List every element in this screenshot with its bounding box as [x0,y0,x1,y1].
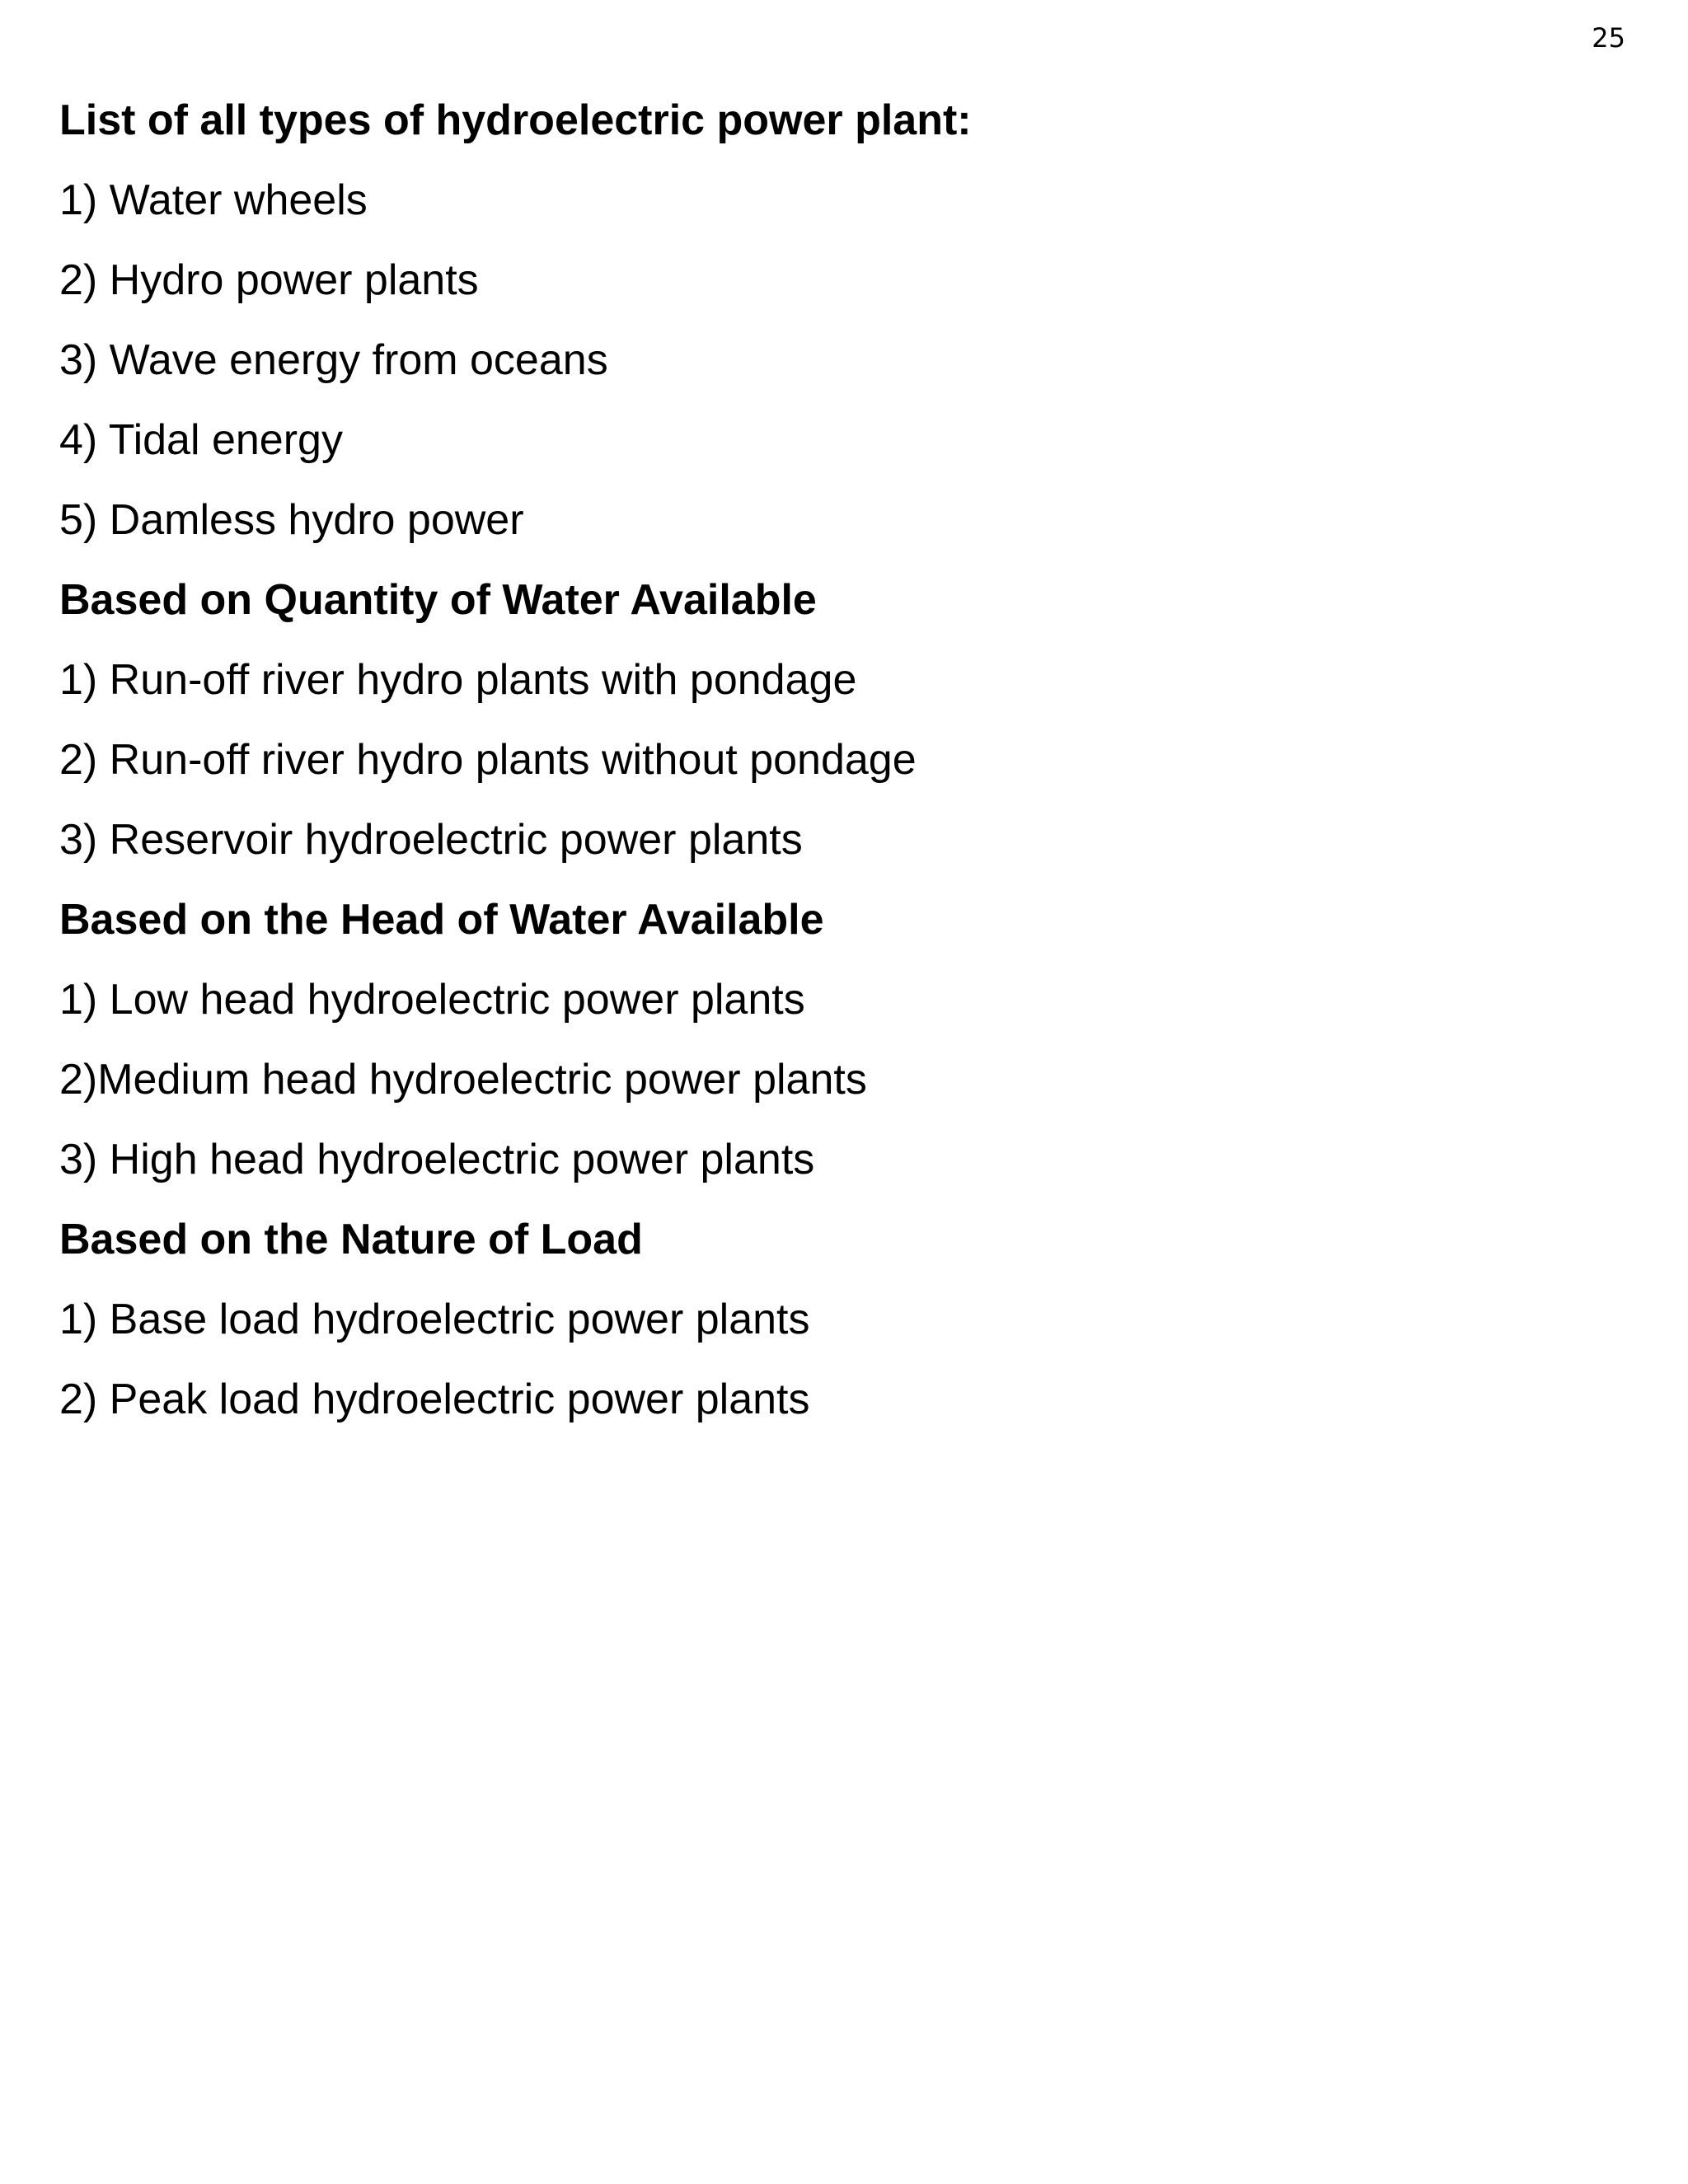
list-item: 4) Tidal energy [59,416,343,464]
section-heading-quantity: Based on Quantity of Water Available [59,576,817,624]
list-item: 3) Wave energy from oceans [59,336,608,384]
section-heading-load: Based on the Nature of Load [59,1216,643,1263]
list-item: 2) Peak load hydroelectric power plants [59,1376,810,1423]
list-item: 1) Water wheels [59,176,368,224]
list-item: 5) Damless hydro power [59,496,524,544]
list-item: 1) Run-off river hydro plants with pondage [59,656,857,704]
list-item: 3) High head hydroelectric power plants [59,1136,815,1183]
list-item: 2)Medium head hydroelectric power plants [59,1056,867,1104]
list-item: 1) Base load hydroelectric power plants [59,1296,810,1343]
list-item: 3) Reservoir hydroelectric power plants [59,816,803,864]
list-item: 2) Hydro power plants [59,256,479,304]
page-number: 25 [1592,22,1625,54]
document-body [59,91,1543,1451]
section-heading-types: List of all types of hydroelectric power plant: [59,96,972,144]
section-heading-head: Based on the Head of Water Available [59,896,824,944]
list-item: 2) Run-off river hydro plants without pondage [59,736,917,784]
list-item: 1) Low head hydroelectric power plants [59,976,805,1024]
